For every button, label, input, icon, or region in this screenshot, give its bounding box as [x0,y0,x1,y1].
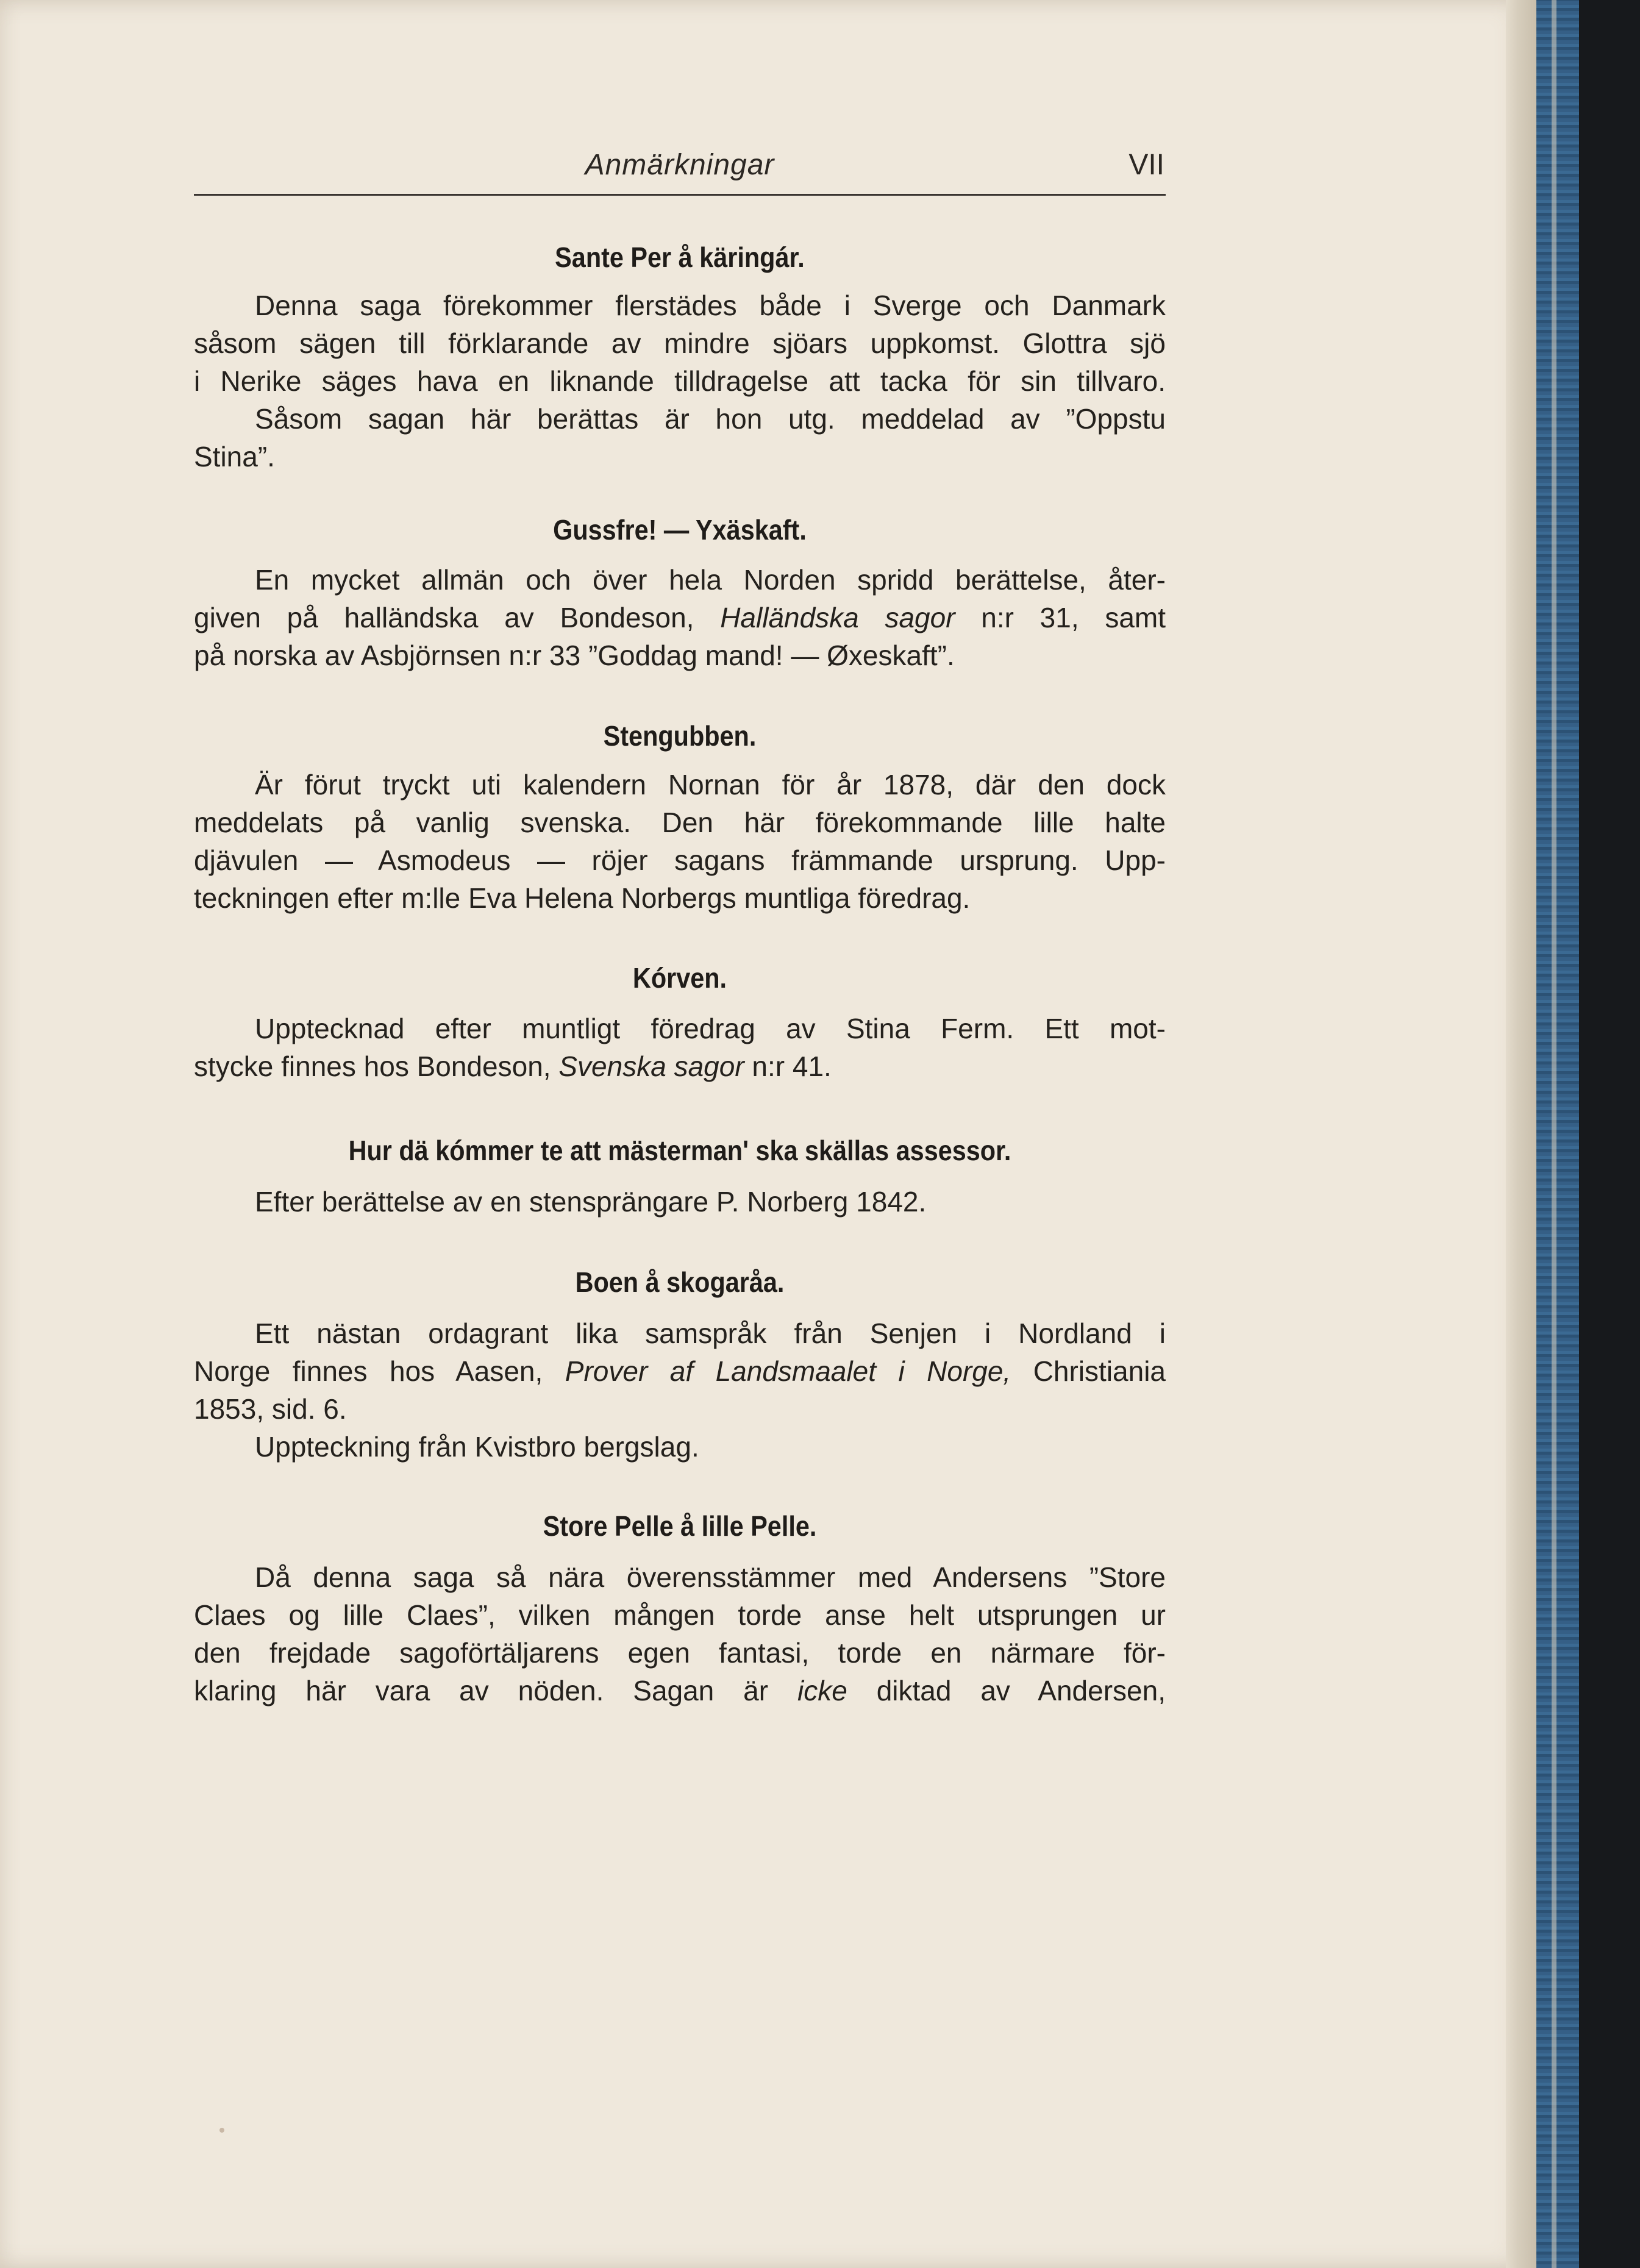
text-line: Claes og lille Claes”, vilken mången torde anse helt utsprungen ur [194,1599,1166,1631]
text-line: Uppteckning från Kvistbro bergslag. [255,1431,699,1463]
text-line: 1853, sid. 6. [194,1393,347,1425]
text-line: Ett nästan ordagrant lika samspråk från Senjen i Nordland i [255,1318,1166,1349]
section-body [194,1183,1166,1221]
background [1579,0,1640,2268]
text-line: meddelats på vanlig svenska. Den här förekommande lille halte [194,807,1166,838]
section-body [194,1558,1166,1710]
page-edge [1506,0,1536,2268]
text-line: Denna saga förekommer flerstädes både i Sverge och Danmark [255,290,1166,321]
text-line: Efter berättelse av en stensprängare P. Norberg 1842. [255,1186,927,1218]
text-line: Upptecknad efter muntligt föredrag av Stina Ferm. Ett mot- [255,1013,1166,1044]
text-line: Då denna saga så nära överensstämmer med Andersens ”Store [255,1561,1166,1593]
section-body [194,766,1166,917]
text-line: teckningen efter m:lle Eva Helena Norbergs muntliga föredrag. [194,882,971,914]
text-line: En mycket allmän och över hela Norden spridd berättelse, åter- [255,564,1166,596]
text-line: Såsom sagan här berättas är hon utg. meddelad av ”Oppstu [255,403,1166,435]
header-rule [194,194,1166,196]
text-line: djävulen — Asmodeus — röjer sagans främmande ursprung. Upp- [194,844,1166,876]
text-line: Norge finnes hos Aasen, Prover af Landsmaalet i Norge, Christiania [194,1355,1166,1387]
text-line: stycke finnes hos Bondeson, Svenska sagor n:r 41. [194,1050,832,1082]
section-heading: Kórven. [632,962,727,994]
section-heading: Boen å skogaråa. [575,1266,785,1298]
text-line: Är förut tryckt uti kalendern Nornan för år 1878, där den dock [255,769,1166,801]
text-line: på norska av Asbjörnsen n:r 33 ”Goddag mand! — Øxeskaft”. [194,640,955,671]
text-line: den frejdade sagoförtäljarens egen fantasi, torde en närmare för- [194,1637,1166,1669]
page-number: VII [1128,149,1164,181]
running-header-title: Anmärkningar [585,149,775,181]
section-body [194,1010,1166,1085]
section-body [194,287,1166,476]
text-line: klaring här vara av nöden. Sagan är icke diktad av Andersen, [194,1675,1166,1706]
book-spine [1536,0,1579,2268]
text-line: i Nerike säges hava en liknande tilldragelse att tacka för sin tillvaro. [194,365,1166,397]
section-heading: Sante Per å käringár. [555,241,805,273]
section-heading: Stengubben. [603,720,757,752]
section-body [194,1314,1166,1466]
section-heading: Hur dä kómmer te att mästerman' ska skällas assessor. [348,1135,1011,1166]
paper-spot [219,2128,224,2133]
spine-edge [1552,0,1556,2268]
text-line: såsom sägen till förklarande av mindre sjöars uppkomst. Glottra sjö [194,327,1166,359]
text-line: given på halländska av Bondeson, Halländska sagor n:r 31, samt [194,602,1166,633]
section-heading: Store Pelle å lille Pelle. [543,1510,817,1542]
text-line: Stina”. [194,441,275,472]
section-heading: Gussfre! — Yxäskaft. [553,514,807,546]
section-body [194,561,1166,674]
